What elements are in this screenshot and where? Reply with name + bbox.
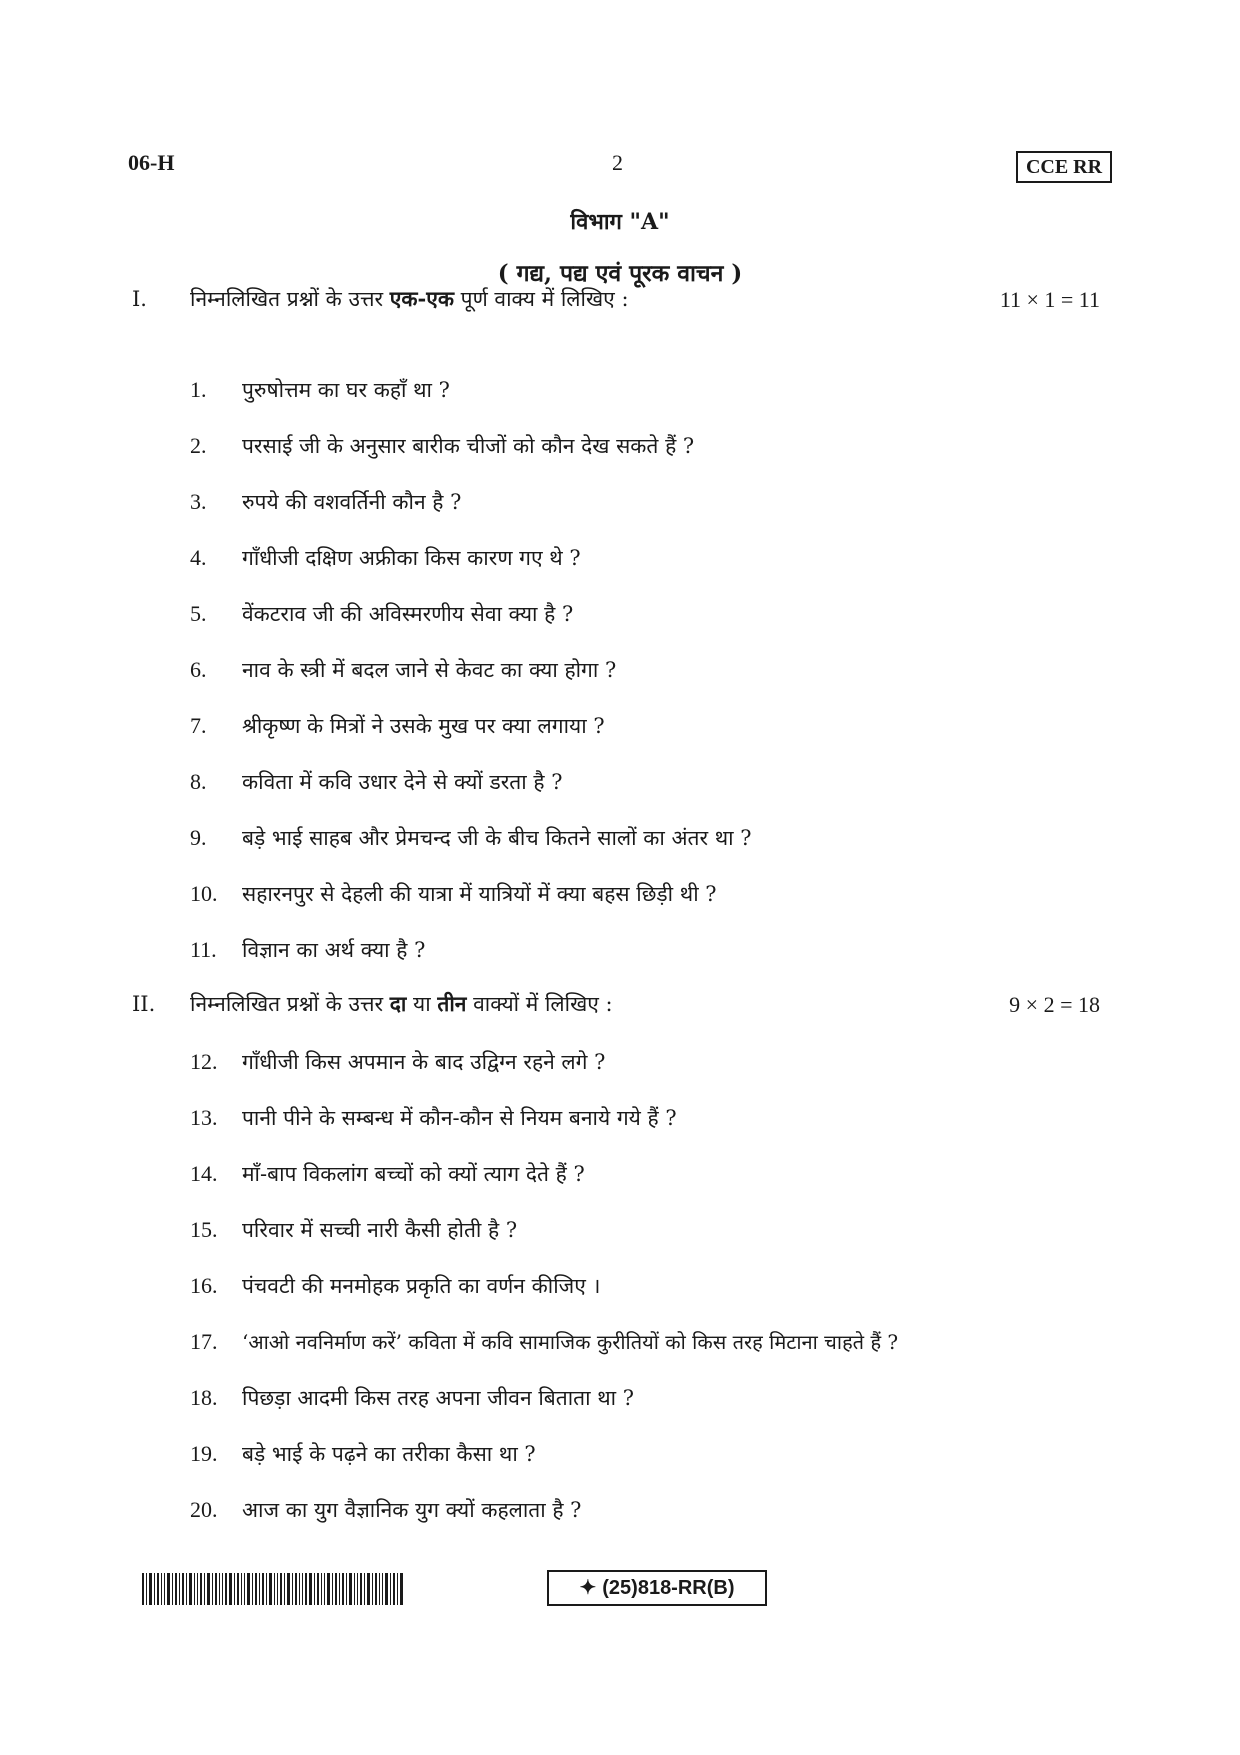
question-item — [190, 656, 616, 684]
question-text: पुरुषोत्तम का घर कहाँ था ? — [242, 378, 450, 402]
question-number: 14. — [190, 1161, 218, 1186]
question-number: 7. — [190, 713, 207, 738]
instruction-text: निम्नलिखित प्रश्नों के उत्तर — [190, 992, 390, 1016]
question-number: 4. — [190, 545, 207, 570]
instruction-text: पूर्ण वाक्य में लिखिए : — [453, 287, 629, 311]
question-text: गाँधीजी किस अपमान के बाद उद्विग्न रहने लगे ? — [242, 1050, 606, 1074]
question-number: 20. — [190, 1497, 218, 1522]
section-title: विभाग "A" — [570, 209, 670, 235]
question-item — [190, 768, 562, 796]
question-text: पंचवटी की मनमोहक प्रकृति का वर्णन कीजिए । — [242, 1274, 601, 1298]
question-text: गाँधीजी दक्षिण अफ्रीका किस कारण गए थे ? — [242, 546, 581, 570]
part-2-roman: II. — [132, 992, 156, 1016]
question-text: बड़े भाई साहब और प्रेमचन्द जी के बीच कितने सालों का अंतर था ? — [242, 826, 752, 850]
question-number: 2. — [190, 433, 207, 458]
instruction-emphasis: तीन — [437, 991, 467, 1016]
paper-code: (25)818-RR(B) — [602, 1577, 735, 1599]
question-item — [190, 880, 717, 908]
question-item — [190, 1440, 536, 1468]
question-text: परिवार में सच्ची नारी कैसी होती है ? — [242, 1218, 518, 1242]
question-item — [190, 824, 752, 852]
question-text: पिछड़ा आदमी किस तरह अपना जीवन बिताता था ? — [242, 1386, 635, 1410]
question-item — [190, 1216, 517, 1244]
question-text: वेंकटराव जी की अविस्मरणीय सेवा क्या है ? — [242, 602, 574, 626]
question-number: 5. — [190, 601, 207, 626]
part-2-instruction — [190, 990, 613, 1018]
question-item — [190, 1104, 677, 1132]
question-number: 6. — [190, 657, 207, 682]
page-number: 2 — [612, 150, 623, 175]
question-item — [190, 1384, 634, 1412]
instruction-text: या — [406, 992, 438, 1016]
question-number: 10. — [190, 881, 218, 906]
part-1-marks: 11 × 1 = 11 — [999, 287, 1100, 312]
question-number: 19. — [190, 1441, 218, 1466]
question-text: पानी पीने के सम्बन्ध में कौन-कौन से नियम बनाये गये हैं ? — [242, 1106, 677, 1130]
part-2-marks: 9 × 2 = 18 — [1009, 992, 1100, 1017]
instruction-text: वाक्यों में लिखिए : — [466, 992, 613, 1016]
question-text: सहारनपुर से देहली की यात्रा में यात्रियों में क्या बहस छिड़ी थी ? — [242, 882, 717, 906]
question-number: 1. — [190, 377, 207, 402]
instruction-emphasis: एक-एक — [389, 286, 454, 311]
question-item — [190, 936, 425, 964]
part-1-instruction — [190, 285, 629, 313]
section-subtitle: ( गद्य, पद्य एवं पूरक वाचन ) — [497, 260, 743, 287]
question-text: श्रीकृष्ण के मित्रों ने उसके मुख पर क्या लगाया ? — [242, 714, 605, 738]
question-item — [190, 544, 581, 572]
question-item — [190, 1496, 581, 1524]
question-number: 3. — [190, 489, 207, 514]
four-point-star-icon: ✦ — [579, 1577, 597, 1599]
question-text: विज्ञान का अर्थ क्या है ? — [242, 938, 426, 962]
question-text: ‘आओ नवनिर्माण करें’ कविता में कवि सामाजिक कुरीतियों को किस तरह मिटाना चाहते हैं ? — [242, 1330, 899, 1354]
question-number: 18. — [190, 1385, 218, 1410]
question-number: 17. — [190, 1329, 218, 1354]
question-item — [190, 376, 450, 404]
question-text: परसाई जी के अनुसार बारीक चीजों को कौन देख सकते हैं ? — [242, 434, 695, 458]
question-text: आज का युग वैज्ञानिक युग क्यों कहलाता है ? — [242, 1498, 582, 1522]
question-item — [190, 1048, 605, 1076]
question-number: 15. — [190, 1217, 218, 1242]
question-number: 9. — [190, 825, 207, 850]
question-text: कविता में कवि उधार देने से क्यों डरता है ? — [242, 770, 563, 794]
part-1-roman: I. — [132, 287, 147, 311]
question-text: माँ-बाप विकलांग बच्चों को क्यों त्याग देते हैं ? — [242, 1162, 585, 1186]
instruction-emphasis: दा — [389, 991, 407, 1016]
question-text: बड़े भाई के पढ़ने का तरीका कैसा था ? — [242, 1442, 536, 1466]
question-item — [190, 1160, 585, 1188]
instruction-text: निम्नलिखित प्रश्नों के उत्तर — [190, 287, 390, 311]
subject-code: 06-H — [128, 150, 175, 175]
question-item — [190, 1272, 600, 1300]
question-number: 12. — [190, 1049, 218, 1074]
question-text: रुपये की वशवर्तिनी कौन है ? — [242, 490, 462, 514]
barcode-icon — [142, 1573, 404, 1605]
question-item — [190, 1328, 898, 1355]
cce-rr-box: CCE RR — [1016, 151, 1112, 183]
question-number: 11. — [190, 937, 217, 962]
question-item — [190, 432, 694, 460]
question-number: 13. — [190, 1105, 218, 1130]
question-number: 16. — [190, 1273, 218, 1298]
question-text: नाव के स्त्री में बदल जाने से केवट का क्या होगा ? — [242, 658, 617, 682]
question-item — [190, 712, 605, 740]
question-number: 8. — [190, 769, 207, 794]
question-item — [190, 600, 573, 628]
paper-code-box — [547, 1570, 767, 1606]
question-item — [190, 488, 461, 516]
